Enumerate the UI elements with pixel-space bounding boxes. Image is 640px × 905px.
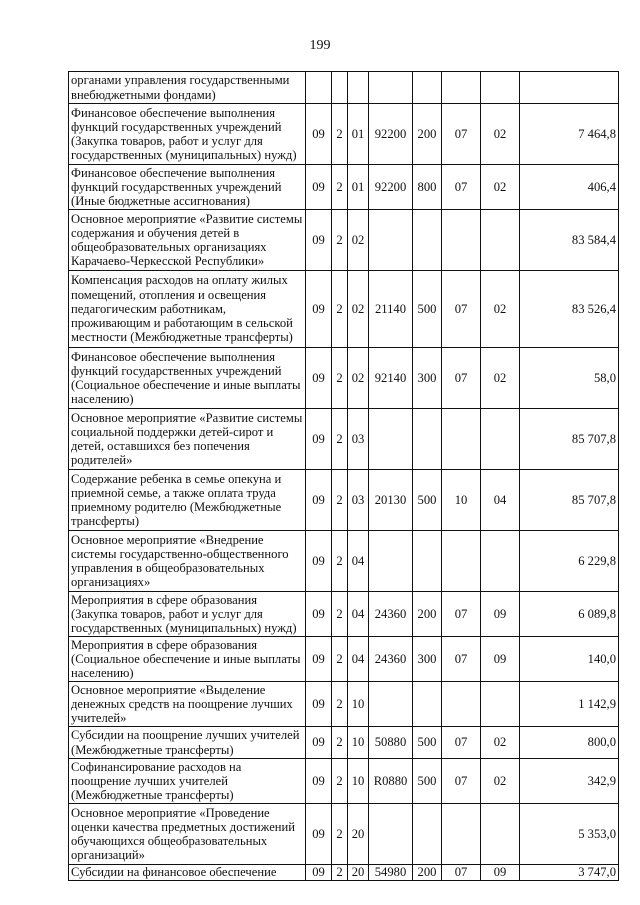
subsection-code: 02 <box>481 104 520 165</box>
table-row <box>69 470 619 531</box>
main-activity-code: 10 <box>348 682 369 727</box>
section-code: 07 <box>442 348 481 409</box>
main-activity-code: 02 <box>348 348 369 409</box>
subprogram-code: 2 <box>332 637 348 682</box>
amount: 342,9 <box>520 759 619 804</box>
main-activity-code: 03 <box>348 470 369 531</box>
subsection-code <box>481 804 520 865</box>
expense-type-code <box>413 210 442 271</box>
amount: 83 584,4 <box>520 210 619 271</box>
subprogram-code: 2 <box>332 165 348 210</box>
subsection-code: 02 <box>481 271 520 348</box>
expense-direction-code <box>369 210 413 271</box>
expense-type-code <box>413 804 442 865</box>
expense-type-code: 200 <box>413 592 442 637</box>
section-code: 07 <box>442 271 481 348</box>
table-row <box>69 865 619 881</box>
amount: 83 526,4 <box>520 271 619 348</box>
program-code <box>306 72 332 104</box>
main-activity-code: 01 <box>348 104 369 165</box>
section-code: 07 <box>442 165 481 210</box>
program-code: 09 <box>306 531 332 592</box>
expense-type-code: 300 <box>413 637 442 682</box>
subsection-code <box>481 409 520 470</box>
table-row <box>69 531 619 592</box>
expense-direction-code: 92140 <box>369 348 413 409</box>
amount <box>520 72 619 104</box>
subprogram-code: 2 <box>332 804 348 865</box>
subprogram-code: 2 <box>332 759 348 804</box>
amount: 85 707,8 <box>520 470 619 531</box>
table-row <box>69 210 619 271</box>
expense-direction-code: 20130 <box>369 470 413 531</box>
main-activity-code: 20 <box>348 804 369 865</box>
section-code: 07 <box>442 104 481 165</box>
table-row <box>69 637 619 682</box>
section-code <box>442 72 481 104</box>
expense-direction-code <box>369 804 413 865</box>
main-activity-code <box>348 72 369 104</box>
subsection-code: 02 <box>481 165 520 210</box>
row-name: Основное мероприятие «Проведение оценки качества предметных достижений обучающихся общеобразовательных организаций» <box>69 804 306 865</box>
table-row <box>69 271 619 348</box>
main-activity-code: 04 <box>348 637 369 682</box>
main-activity-code: 10 <box>348 759 369 804</box>
table-row <box>69 592 619 637</box>
subprogram-code: 2 <box>332 865 348 881</box>
program-code: 09 <box>306 759 332 804</box>
amount: 1 142,9 <box>520 682 619 727</box>
subprogram-code: 2 <box>332 104 348 165</box>
program-code: 09 <box>306 104 332 165</box>
program-code: 09 <box>306 682 332 727</box>
expense-type-code: 200 <box>413 865 442 881</box>
budget-table <box>68 71 619 881</box>
main-activity-code: 04 <box>348 592 369 637</box>
table-row <box>69 348 619 409</box>
amount: 3 747,0 <box>520 865 619 881</box>
row-name: Мероприятия в сфере образования (Социальное обеспечение и иные выплаты населению) <box>69 637 306 682</box>
expense-direction-code: 50880 <box>369 727 413 759</box>
section-code: 07 <box>442 759 481 804</box>
subsection-code: 02 <box>481 727 520 759</box>
program-code: 09 <box>306 727 332 759</box>
row-name: Основное мероприятие «Внедрение системы государственно-общественного управления в общеобразовательных организациях» <box>69 531 306 592</box>
page-number: 199 <box>309 38 331 53</box>
amount: 140,0 <box>520 637 619 682</box>
expense-direction-code <box>369 531 413 592</box>
amount: 58,0 <box>520 348 619 409</box>
main-activity-code: 10 <box>348 727 369 759</box>
table-row <box>69 72 619 104</box>
subsection-code <box>481 72 520 104</box>
row-name: Основное мероприятие «Выделение денежных средств на поощрение лучших учителей» <box>69 682 306 727</box>
row-name: Финансовое обеспечение выполнения функций государственных учреждений (Закупка товаров, работ и услуг для государственных (муниципальных) нужд) <box>69 104 306 165</box>
subprogram-code: 2 <box>332 727 348 759</box>
expense-direction-code: 24360 <box>369 637 413 682</box>
amount: 85 707,8 <box>520 409 619 470</box>
row-name: Компенсация расходов на оплату жилых помещений, отопления и освещения педагогическим работникам, проживающим и работающим в сельской местности (Межбюджетные трансферты) <box>69 271 306 348</box>
subprogram-code <box>332 72 348 104</box>
expense-type-code <box>413 72 442 104</box>
expense-type-code <box>413 682 442 727</box>
subsection-code <box>481 531 520 592</box>
expense-direction-code <box>369 682 413 727</box>
table-row <box>69 409 619 470</box>
expense-type-code <box>413 409 442 470</box>
section-code <box>442 804 481 865</box>
table-row <box>69 759 619 804</box>
row-name: Софинансирование расходов на поощрение лучших учителей (Межбюджетные трансферты) <box>69 759 306 804</box>
subprogram-code: 2 <box>332 470 348 531</box>
amount: 406,4 <box>520 165 619 210</box>
section-code <box>442 210 481 271</box>
row-name: Субсидии на финансовое обеспечение <box>69 865 306 881</box>
row-name: Основное мероприятие «Развитие системы содержания и обучения детей в общеобразовательных организациях Карачаево-Черкесской Республики» <box>69 210 306 271</box>
table-row <box>69 165 619 210</box>
program-code: 09 <box>306 210 332 271</box>
expense-type-code: 500 <box>413 470 442 531</box>
expense-direction-code <box>369 409 413 470</box>
program-code: 09 <box>306 637 332 682</box>
subsection-code: 09 <box>481 592 520 637</box>
expense-direction-code: 21140 <box>369 271 413 348</box>
row-name: Основное мероприятие «Развитие системы социальной поддержки детей-сирот и детей, оставшихся без попечения родителей» <box>69 409 306 470</box>
expense-direction-code: 24360 <box>369 592 413 637</box>
amount: 5 353,0 <box>520 804 619 865</box>
program-code: 09 <box>306 165 332 210</box>
subprogram-code: 2 <box>332 682 348 727</box>
subsection-code: 09 <box>481 637 520 682</box>
main-activity-code: 03 <box>348 409 369 470</box>
main-activity-code: 02 <box>348 271 369 348</box>
subsection-code: 09 <box>481 865 520 881</box>
row-name: органами управления государственными внебюджетными фондами) <box>69 72 306 104</box>
program-code: 09 <box>306 865 332 881</box>
subsection-code <box>481 682 520 727</box>
expense-direction-code <box>369 72 413 104</box>
program-code: 09 <box>306 592 332 637</box>
subprogram-code: 2 <box>332 271 348 348</box>
section-code: 07 <box>442 637 481 682</box>
amount: 6 089,8 <box>520 592 619 637</box>
main-activity-code: 04 <box>348 531 369 592</box>
subsection-code: 04 <box>481 470 520 531</box>
program-code: 09 <box>306 271 332 348</box>
expense-type-code: 300 <box>413 348 442 409</box>
subprogram-code: 2 <box>332 210 348 271</box>
row-name: Финансовое обеспечение выполнения функций государственных учреждений (Социальное обеспечение и иные выплаты населению) <box>69 348 306 409</box>
row-name: Мероприятия в сфере образования (Закупка товаров, работ и услуг для государственных (муниципальных) нужд) <box>69 592 306 637</box>
row-name: Финансовое обеспечение выполнения функций государственных учреждений (Иные бюджетные ассигнования) <box>69 165 306 210</box>
subprogram-code: 2 <box>332 348 348 409</box>
expense-type-code: 500 <box>413 271 442 348</box>
expense-type-code <box>413 531 442 592</box>
amount: 6 229,8 <box>520 531 619 592</box>
program-code: 09 <box>306 470 332 531</box>
table-row <box>69 682 619 727</box>
section-code: 07 <box>442 592 481 637</box>
expense-type-code: 800 <box>413 165 442 210</box>
subprogram-code: 2 <box>332 531 348 592</box>
subsection-code: 02 <box>481 759 520 804</box>
section-code: 10 <box>442 470 481 531</box>
expense-type-code: 500 <box>413 727 442 759</box>
table-row <box>69 804 619 865</box>
section-code: 07 <box>442 865 481 881</box>
expense-direction-code: 92200 <box>369 104 413 165</box>
row-name: Субсидии на поощрение лучших учителей (Межбюджетные трансферты) <box>69 727 306 759</box>
main-activity-code: 20 <box>348 865 369 881</box>
expense-type-code: 500 <box>413 759 442 804</box>
main-activity-code: 02 <box>348 210 369 271</box>
expense-type-code: 200 <box>413 104 442 165</box>
expense-direction-code: 92200 <box>369 165 413 210</box>
program-code: 09 <box>306 804 332 865</box>
section-code <box>442 409 481 470</box>
main-activity-code: 01 <box>348 165 369 210</box>
subprogram-code: 2 <box>332 409 348 470</box>
amount: 7 464,8 <box>520 104 619 165</box>
table-row <box>69 104 619 165</box>
program-code: 09 <box>306 348 332 409</box>
program-code: 09 <box>306 409 332 470</box>
table-row <box>69 727 619 759</box>
section-code <box>442 531 481 592</box>
amount: 800,0 <box>520 727 619 759</box>
section-code <box>442 682 481 727</box>
expense-direction-code: 54980 <box>369 865 413 881</box>
subsection-code: 02 <box>481 348 520 409</box>
subprogram-code: 2 <box>332 592 348 637</box>
subsection-code <box>481 210 520 271</box>
section-code: 07 <box>442 727 481 759</box>
row-name: Содержание ребенка в семье опекуна и приемной семье, а также оплата труда приемному родителю (Межбюджетные трансферты) <box>69 470 306 531</box>
expense-direction-code: R0880 <box>369 759 413 804</box>
